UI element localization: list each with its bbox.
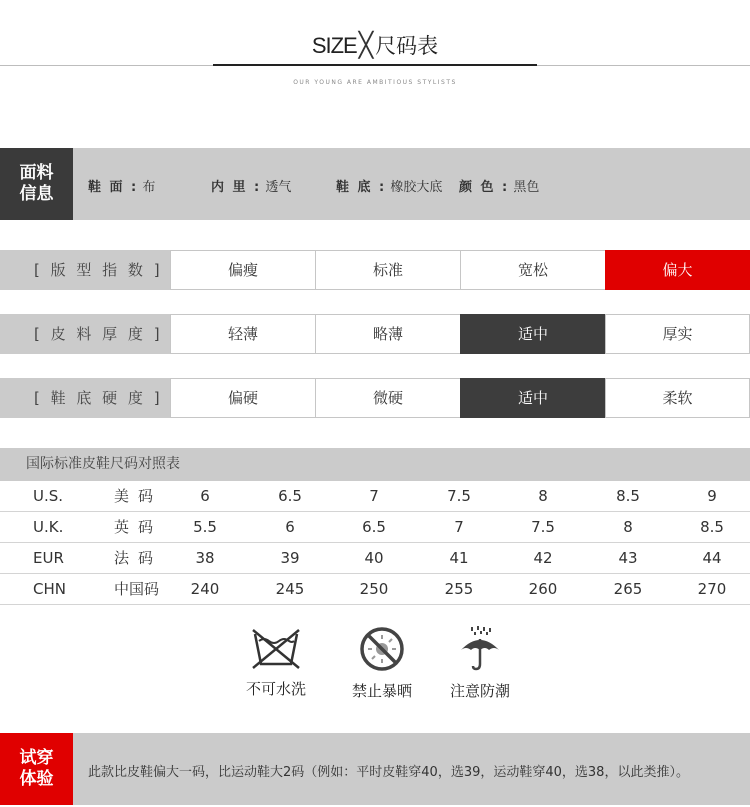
material-item-lining [211,176,291,195]
size-name-cell: 美码 [114,487,163,505]
material-key: 鞋 底 : [336,180,387,195]
size-name-cell: 英码 [114,518,163,536]
size-cell: 255 [444,580,474,598]
leather-thickness-scale [0,314,750,354]
fitting-tag-line1: 试穿 [19,748,54,768]
material-item-color [459,176,539,195]
material-key: 颜 色 : [459,180,510,195]
scale-label: [ 鞋 底 硬 度 ] [0,378,170,418]
size-cell: 8.5 [616,487,640,505]
size-table [0,481,750,605]
size-cell: 44 [702,549,722,567]
scale-option: 微硬 [315,378,461,418]
scale-option: 宽松 [460,250,606,290]
material-value: 透气 [261,180,292,195]
scale-option-selected: 偏大 [605,250,750,290]
scale-option: 轻薄 [170,314,316,354]
page-subtitle: OUR YOUNG ARE AMBITIOUS STYLISTS [293,79,457,86]
care-item-no-wash [231,626,321,699]
region-cell: CHN [33,580,66,598]
material-key: 内 里 : [211,180,262,195]
care-item-moisture [435,626,525,701]
size-cell: 250 [359,580,389,598]
size-cell: 40 [364,549,384,567]
size-cell: 6 [200,487,210,505]
material-tag-line2: 信息 [19,184,54,204]
scale-option-selected: 适中 [460,378,606,418]
table-row [0,574,750,605]
material-value: 黑色 [509,180,540,195]
size-cell: 270 [697,580,727,598]
table-row [0,512,750,543]
size-cell: 38 [195,549,215,567]
size-cell: 7.5 [447,487,471,505]
material-info-band [0,148,750,220]
fitting-note: 此款比皮鞋偏大一码，比运动鞋大2码（例如：平时皮鞋穿40，选39，运动鞋穿40，选38，以此类推）。 [88,765,689,780]
table-row [0,543,750,574]
material-item-sole [336,176,442,195]
scale-option: 偏瘦 [170,250,316,290]
umbrella-rain-icon [457,626,503,672]
care-label: 禁止暴晒 [351,682,412,700]
size-cell: 41 [449,549,469,567]
care-label: 不可水洗 [245,680,306,698]
fitting-info-band [0,733,750,805]
size-cell: 42 [533,549,553,567]
scale-option-selected: 适中 [460,314,606,354]
material-tag [0,148,73,220]
title-cn-text: 尺码表 [375,34,439,58]
size-cell: 7 [369,487,379,505]
scale-option: 标准 [315,250,461,290]
title-size-text: SIZE [311,33,357,58]
size-cell: 6 [285,518,295,536]
fitting-tag-line2: 体验 [19,769,54,789]
size-table-title: 国际标准皮鞋尺码对照表 [0,448,750,481]
scale-label: [ 皮 料 厚 度 ] [0,314,170,354]
size-cell: 7 [454,518,464,536]
care-label: 注意防潮 [449,682,510,700]
size-cell: 6.5 [278,487,302,505]
size-cell: 6.5 [362,518,386,536]
size-cell: 5.5 [193,518,217,536]
material-item-upper [88,176,155,195]
header-underline [213,64,537,66]
material-tag-line1: 面料 [19,163,54,183]
size-cell: 265 [613,580,643,598]
material-value: 布 [138,180,156,195]
sole-hardness-scale [0,378,750,418]
size-cell: 7.5 [531,518,555,536]
size-cell: 8.5 [700,518,724,536]
scale-option: 偏硬 [170,378,316,418]
no-wash-icon [251,626,301,670]
size-cell: 260 [528,580,558,598]
size-cell: 245 [275,580,305,598]
size-cell: 39 [280,549,300,567]
size-cell: 43 [618,549,638,567]
table-row [0,481,750,512]
scale-label: [ 版 型 指 数 ] [0,250,170,290]
no-sun-icon [359,626,405,672]
size-cell: 8 [538,487,548,505]
page-title [0,30,750,60]
size-cell: 8 [623,518,633,536]
region-cell: U.K. [33,518,64,536]
care-item-no-sun [337,626,427,701]
material-value: 橡胶大底 [386,180,443,195]
size-name-cell: 法码 [114,549,163,567]
title-separator: ╳ [358,31,374,59]
region-cell: U.S. [33,487,64,505]
size-cell: 240 [190,580,220,598]
scale-option: 略薄 [315,314,461,354]
size-name-cell: 中国码 [114,580,160,598]
size-cell: 9 [707,487,717,505]
fitting-tag [0,733,73,805]
scale-option: 厚实 [605,314,750,354]
scale-option: 柔软 [605,378,750,418]
fit-index-scale [0,250,750,290]
region-cell: EUR [33,549,64,567]
material-key: 鞋 面 : [88,180,139,195]
